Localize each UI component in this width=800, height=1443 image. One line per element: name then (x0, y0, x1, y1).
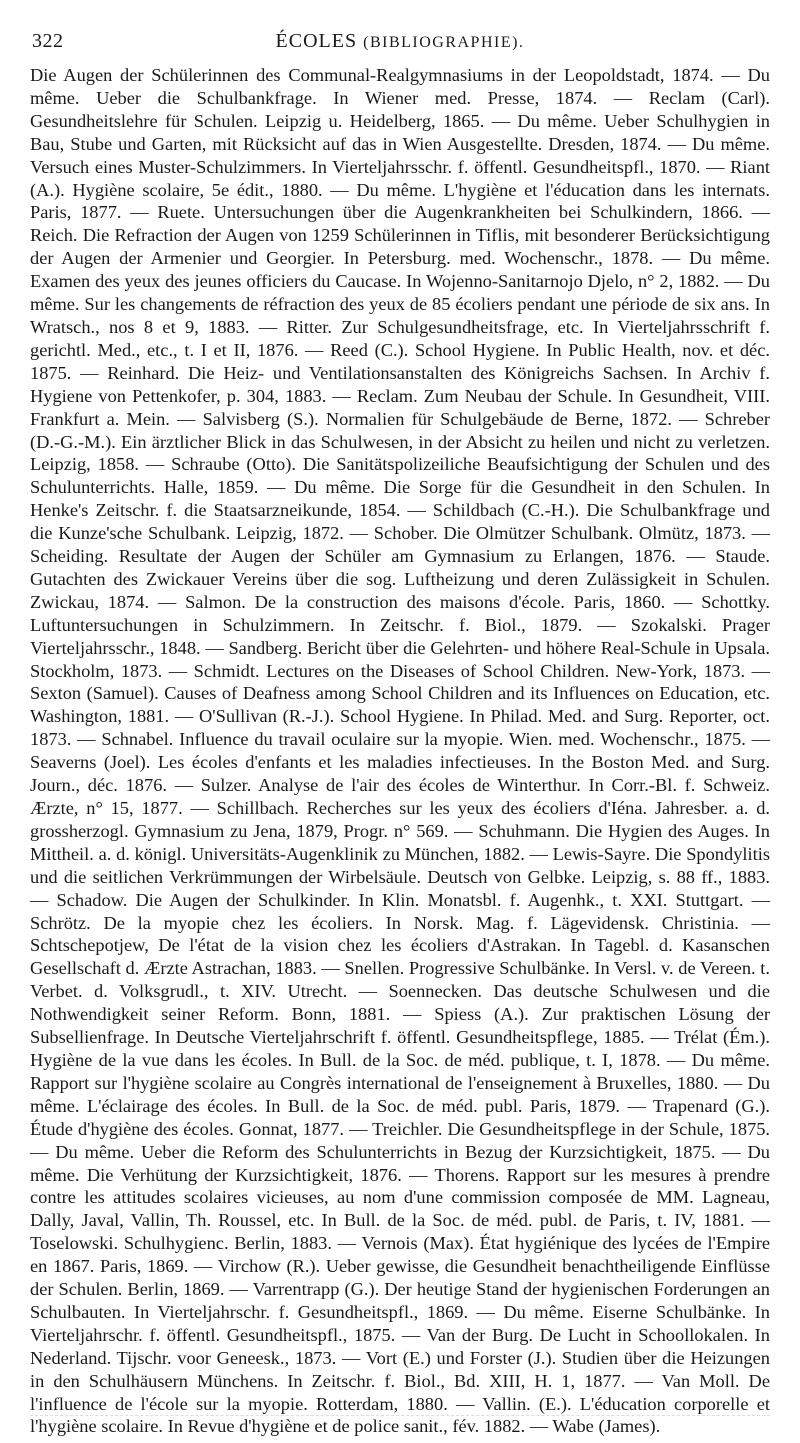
bibliography-body (30, 64, 770, 1438)
running-title: ÉCOLES (275, 30, 358, 52)
page-number: 322 (32, 30, 64, 52)
page-header (30, 22, 770, 56)
running-subtitle: (BIBLIOGRAPHIE). (363, 34, 525, 51)
bottom-bleed-line (30, 1415, 770, 1417)
book-page (30, 22, 770, 1438)
running-head (30, 30, 770, 53)
bibliography-paragraph: Die Augen der Schülerinnen des Communal-Realgymnasiums in der Leopoldstadt, 1874. — Du même. Ueber die Schulbankfrage. In Wiener med. Presse, 1874. — Reclam (Carl). Gesundheitslehre für Schulen. Leipzig u. Heidelberg, 1865. — Du même. Ueber Schulhygien in Bau, Stube und Garten, mit Rücksicht auf das in Wien Ausgestellte. Dresden, 1874. — Du même. Versuch eines Muster-Schulzimmers. In Vierteljahrsschr. f. öffentl. Gesundheitspfl., 1870. — Riant (A.). Hygiène scolaire, 5e édit., 1880. — Du même. L'hygiène et l'éducation dans les internats. Paris, 1877. — Ruete. Untersuchungen über die Augenkrankheiten bei Schulkindern, 1866. — Reich. Die Refraction der Augen von 1259 Schülerinnen in Tiflis, mit besonderer Berücksichtigung der Augen der Armenier und Georgier. In Petersburg. med. Wochenschr., 1878. — Du même. Examen des yeux des jeunes officiers du Caucase. In Wojenno-Sanitarnojo Djelo, n° 2, 1882. — Du même. Sur les changements de réfraction des yeux de 85 écoliers pendant une période de six ans. In Wratsch., nos 8 et 9, 1883. — Ritter. Zur Schulgesundheitsfrage, etc. In Vierteljahrsschrift f. gerichtl. Med., etc., t. I et II, 1876. — Reed (C.). School Hygiene. In Public Health, nov. et déc. 1875. — Reinhard. Die Heiz- und Ventilationsanstalten des Königreichs Sachsen. In Archiv f. Hygiene von Pettenkofer, p. 304, 1883. — Reclam. Zum Neubau der Schule. In Gesundheit, VIII. Frankfurt a. Mein. — Salvisberg (S.). Normalien für Schulgebäude de Berne, 1872. — Schreber (D.-G.-M.). Ein ärztlicher Blick in das Schulwesen, in der Absicht zu heilen und nicht zu verletzen. Leipzig, 1858. — Schraube (Otto). Die Sanitätspolizeiliche Beaufsichtigung der Schulen und des Schulunterrichts. Halle, 1859. — Du même. Die Sorge für die Gesundheit in den Schulen. In Henke's Zeitschr. f. die Staatsarzneikunde, 1854. — Schildbach (C.-H.). Die Schulbankfrage und die Kunze'sche Schulbank. Leipzig, 1872. — Schober. Die Olmützer Schulbank. Olmütz, 1873. — Scheiding. Resultate der Augen der Schüler am Gymnasium zu Erlangen, 1876. — Staude. Gutachten des Zwickauer Vereins über die sog. Luftheizung und deren Zulässigkeit in Schulen. Zwickau, 1874. — Salmon. De la construction des maisons d'école. Paris, 1860. — Schottky. Luftuntersuchungen in Schulzimmern. In Zeitschr. f. Biol., 1879. — Szokalski. Prager Vierteljahrsschr., 1848. — Sandberg. Bericht über die Gelehrten- und höhere Real-Schule in Upsala. Stockholm, 1873. — Schmidt. Lectures on the Diseases of School Children. New-York, 1873. — Sexton (Samuel). Causes of Deafness among School Children and its Influences on Education, etc. Washington, 1881. — O'Sullivan (R.-J.). School Hygiene. In Philad. Med. and Surg. Reporter, oct. 1873. — Schnabel. Influence du travail oculaire sur la myopie. Wien. med. Wochenschr., 1875. — Seaverns (Joel). Les écoles d'enfants et les maladies infectieuses. In the Boston Med. and Surg. Journ., déc. 1876. — Sulzer. Analyse de l'air des écoles de Winterthur. In Corr.-Bl. f. Schweiz. Ærzte, n° 15, 1877. — Schillbach. Recherches sur les yeux des écoliers d'Iéna. Jahresber. a. d. grossherzogl. Gymnasium zu Jena, 1879, Progr. n° 569. — Schuhmann. Die Hygien des Auges. In Mittheil. a. d. königl. Universitäts-Augenklinik zu München, 1882. — Lewis-Sayre. Die Spondylitis und die seitlichen Verkrümmungen der Wirbelsäule. Deutsch von Gelbke. Leipzig, s. 88 ff., 1883. — Schadow. Die Augen der Schulkinder. In Klin. Monatsbl. f. Augenhk., t. XXI. Stuttgart. — Schrötz. De la myopie chez les écoliers. In Norsk. Mag. f. Lägevidensk. Christinia. — Schtschepotjew, De l'état de la vision chez les écoliers d'Astrakan. In Tagebl. d. Kasanschen Gesellschaft d. Ærzte Astrachan, 1883. — Snellen. Progressive Schulbänke. In Versl. v. de Vereen. t. Verbet. d. Volksgrudl., t. XIV. Utrecht. — Soennecken. Das deutsche Schulwesen und die Nothwendigkeit seiner Reform. Bonn, 1881. — Spiess (A.). Zur praktischen Lösung der Subsellienfrage. In Deutsche Vierteljahrschrift f. öffentl. Gesundheitspflege, 1885. — Trélat (Ém.). Hygiène de la vue dans les écoles. In Bull. de la Soc. de méd. publique, t. I, 1878. — Du même. Rapport sur l'hygiène scolaire au Congrès international de l'enseignement à Bruxelles, 1880. — Du même. L'éclairage des écoles. In Bull. de la Soc. de méd. publ. Paris, 1879. — Trapenard (G.). Étude d'hygiène des écoles. Gonnat, 1877. — Treichler. Die Gesundheitspflege in der Schule, 1875. — Du même. Ueber die Reform des Schulunterrichts in Bezug der Kurzsichtigkeit, 1875. — Du même. Die Verhütung der Kurzsichtigkeit, 1876. — Thorens. Rapport sur les mesures à prendre contre les attitudes scolaires vicieuses, au nom d'une commission composée de MM. Lagneau, Dally, Javal, Vallin, Th. Roussel, etc. In Bull. de la Soc. de méd. publ. de Paris, t. IV, 1881. — Toselowski. Schulhygienc. Berlin, 1883. — Vernois (Max). État hygiénique des lycées de l'Empire en 1867. Paris, 1869. — Virchow (R.). Ueber gewisse, die Gesundheit benachtheiligende Einflüsse der Schulen. Berlin, 1869. — Varrentrapp (G.). Der heutige Stand der hygienischen Forderungen an Schulbauten. In Vierteljahrschr. f. Gesundheitspfl., 1869. — Du même. Eiserne Schulbänke. In Vierteljahrschr. f. öffentl. Gesundheitspfl., 1875. — Van der Burg. De Lucht in Schoollokalen. In Nederland. Tijschr. voor Geneesk., 1873. — Vort (E.) und Forster (J.). Studien über die Heizungen in den Schulhäusern Münchens. In Zeitschr. f. Biol., Bd. XIII, H. 1, 1877. — Van Moll. De l'influence de l'école sur la myopie. Rotterdam, 1880. — Vallin. (E.). L'éducation corporelle et l'hygiène scolaire. In Revue d'hygiène et de police sanit., fév. 1882. — Wabe (James). (30, 65, 770, 1437)
